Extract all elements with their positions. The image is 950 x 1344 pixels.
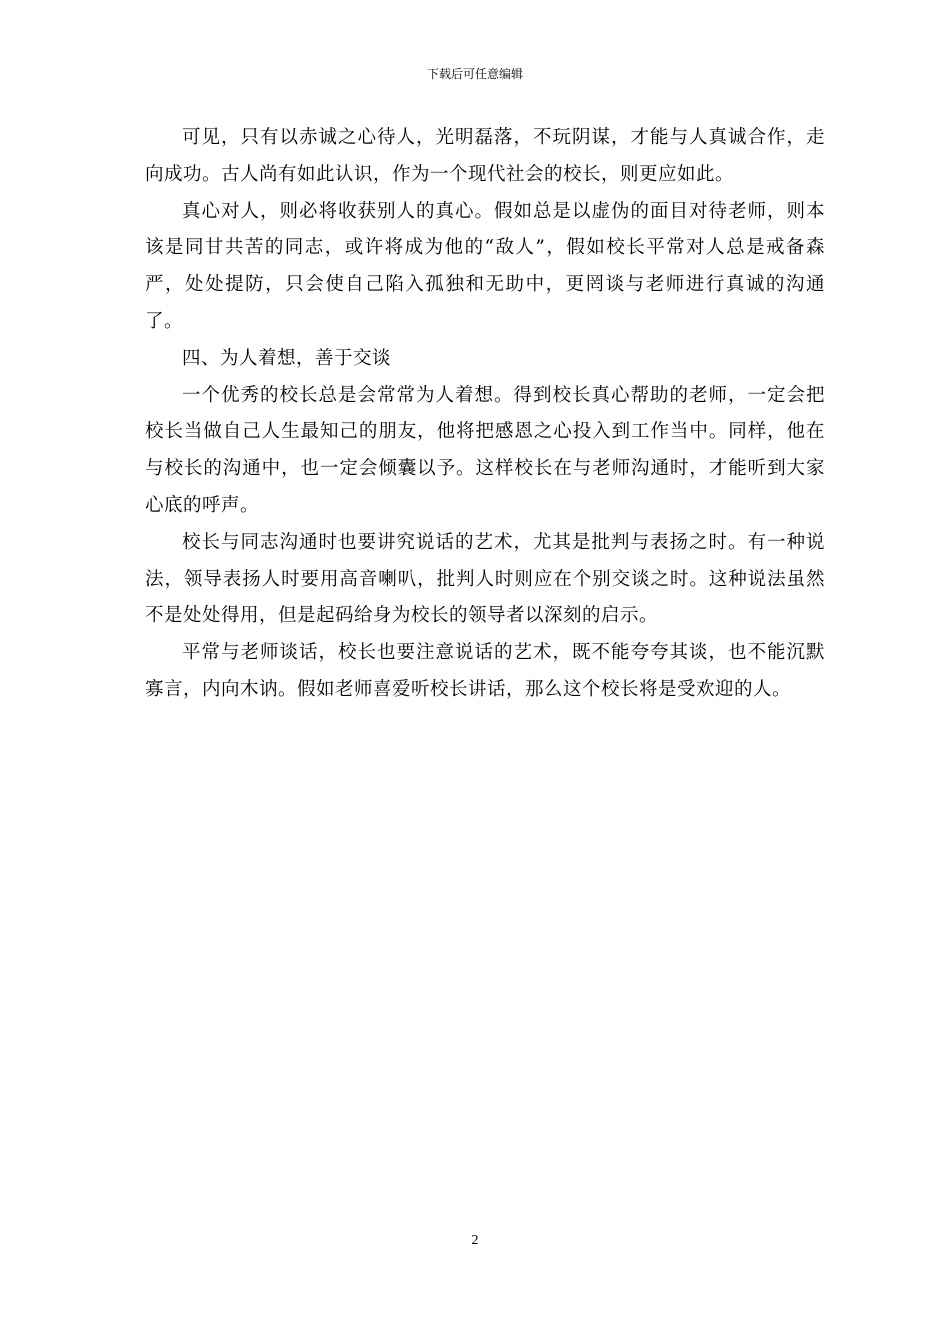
paragraph-considerate-principal: 一个优秀的校长总是会常常为人着想。得到校长真心帮助的老师，一定会把校长当做自己人生最知己的朋友，他将把感恩之心投入到工作当中。同样，他在与校长的沟通中，也一定会倾囊以予。这样校长在与老师沟通时，才能听到大家心底的呼声。 xyxy=(145,384,825,516)
page-number: 2 xyxy=(471,1233,479,1248)
paragraph-talking-with-teachers: 平常与老师谈话，校长也要注意说话的艺术，既不能夸夸其谈，也不能沉默寡言，内向木讷。假如老师喜爱听校长讲话，那么这个校长将是受欢迎的人。 xyxy=(145,642,825,700)
paragraph-true-heart: 真心对人，则必将收获别人的真心。假如总是以虚伪的面目对待老师，则本该是同甘共苦的同志，或许将成为他的“敌人”，假如校长平常对人总是戒备森严，处处提防，只会使自己陷入孤独和无助中，更罔谈与老师进行真诚的沟通了。 xyxy=(145,200,825,332)
page-header: 下载后可任意编辑 xyxy=(426,67,523,81)
paragraph-sincerity-cooperation: 可见，只有以赤诚之心待人，光明磊落，不玩阴谋，才能与人真诚合作，走向成功。古人尚有如此认识，作为一个现代社会的校长，则更应如此。 xyxy=(145,127,825,185)
section-heading-four: 四、为人着想，善于交谈 xyxy=(182,347,392,369)
paragraph-art-of-speaking: 校长与同志沟通时也要讲究说话的艺术，尤其是批判与表扬之时。有一种说法，领导表扬人时要用高音喇叭，批判人时则应在个别交谈之时。这种说法虽然不是处处得用，但是起码给身为校长的领导者以深刻的启示。 xyxy=(145,531,825,627)
document-body xyxy=(145,120,825,709)
